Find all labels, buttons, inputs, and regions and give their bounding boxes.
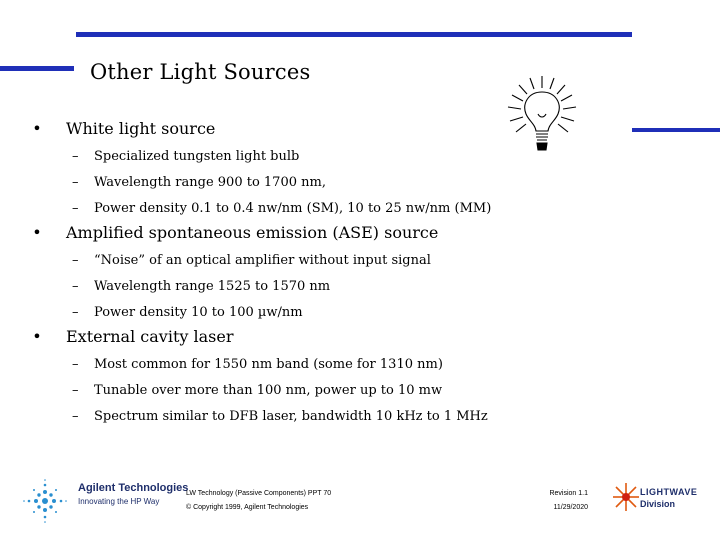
dash-marker: – xyxy=(72,383,79,398)
top-accent-bar xyxy=(76,32,632,37)
sub-bullet xyxy=(30,404,630,430)
bullet-external-cavity-laser xyxy=(30,326,630,348)
dash-marker: – xyxy=(72,305,79,320)
agilent-brand xyxy=(78,482,188,506)
slide-title: Other Light Sources xyxy=(90,60,311,84)
right-accent-bar xyxy=(632,128,720,132)
division-line1: LIGHTWAVE xyxy=(640,487,698,497)
footer-center xyxy=(186,487,331,515)
dash-marker: – xyxy=(72,357,79,372)
sub-bullet xyxy=(30,300,630,326)
sub-bullet-text: Most common for 1550 nm band (some for 1310 nm) xyxy=(94,357,443,372)
lightwave-burst-icon xyxy=(612,480,640,514)
footer-copyright: © Copyright 1999, Agilent Technologies xyxy=(186,504,309,511)
bullet-white-light-source xyxy=(30,118,630,140)
company-name: Agilent Technologies xyxy=(78,482,189,494)
bullet-heading: External cavity laser xyxy=(66,327,234,346)
sub-bullet-text: Spectrum similar to DFB laser, bandwidth 10 kHz to 1 MHz xyxy=(94,409,488,424)
dash-marker: – xyxy=(72,279,79,294)
bullet-marker: • xyxy=(32,223,42,242)
slide-body xyxy=(30,118,630,430)
footer-date: 11/29/2020 xyxy=(553,504,588,511)
footer-file-name: LW Technology (Passive Components) PPT 70 xyxy=(186,490,332,497)
sub-bullet xyxy=(30,144,630,170)
division-line2: Division xyxy=(640,499,676,509)
bullet-marker: • xyxy=(32,119,42,138)
dash-marker: – xyxy=(72,149,79,164)
sub-bullet-text: Wavelength range 1525 to 1570 nm xyxy=(94,279,331,294)
sub-bullet xyxy=(30,170,630,196)
dash-marker: – xyxy=(72,253,79,268)
left-accent-bar xyxy=(0,66,74,71)
footer-right xyxy=(548,487,588,515)
dash-marker: – xyxy=(72,175,79,190)
company-tagline: Innovating the HP Way xyxy=(78,497,160,506)
bullet-heading: Amplified spontaneous emission (ASE) source xyxy=(66,223,439,242)
sub-bullet-text: Specialized tungsten light bulb xyxy=(94,149,300,164)
sub-bullet-text: Power density 0.1 to 0.4 nw/nm (SM), 10 to 25 nw/nm (MM) xyxy=(94,201,492,216)
sub-bullet xyxy=(30,352,630,378)
sub-bullet xyxy=(30,274,630,300)
bullet-ase-source xyxy=(30,222,630,244)
agilent-spark-icon xyxy=(22,478,68,524)
sub-bullet-text: “Noise” of an optical amplifier without input signal xyxy=(94,253,431,268)
dash-marker: – xyxy=(72,201,79,216)
sub-bullet-text: Tunable over more than 100 nm, power up to 10 mw xyxy=(94,383,443,398)
sub-bullet-text: Wavelength range 900 to 1700 nm, xyxy=(94,175,326,190)
bullet-marker: • xyxy=(32,327,42,346)
bullet-heading: White light source xyxy=(66,119,216,138)
sub-bullet xyxy=(30,378,630,404)
sub-bullet xyxy=(30,248,630,274)
footer-revision: Revision 1.1 xyxy=(549,490,588,497)
lightwave-division xyxy=(640,487,697,509)
slide-footer xyxy=(0,470,720,530)
dash-marker: – xyxy=(72,409,79,424)
sub-bullet xyxy=(30,196,630,222)
sub-bullet-text: Power density 10 to 100 µw/nm xyxy=(94,305,303,320)
